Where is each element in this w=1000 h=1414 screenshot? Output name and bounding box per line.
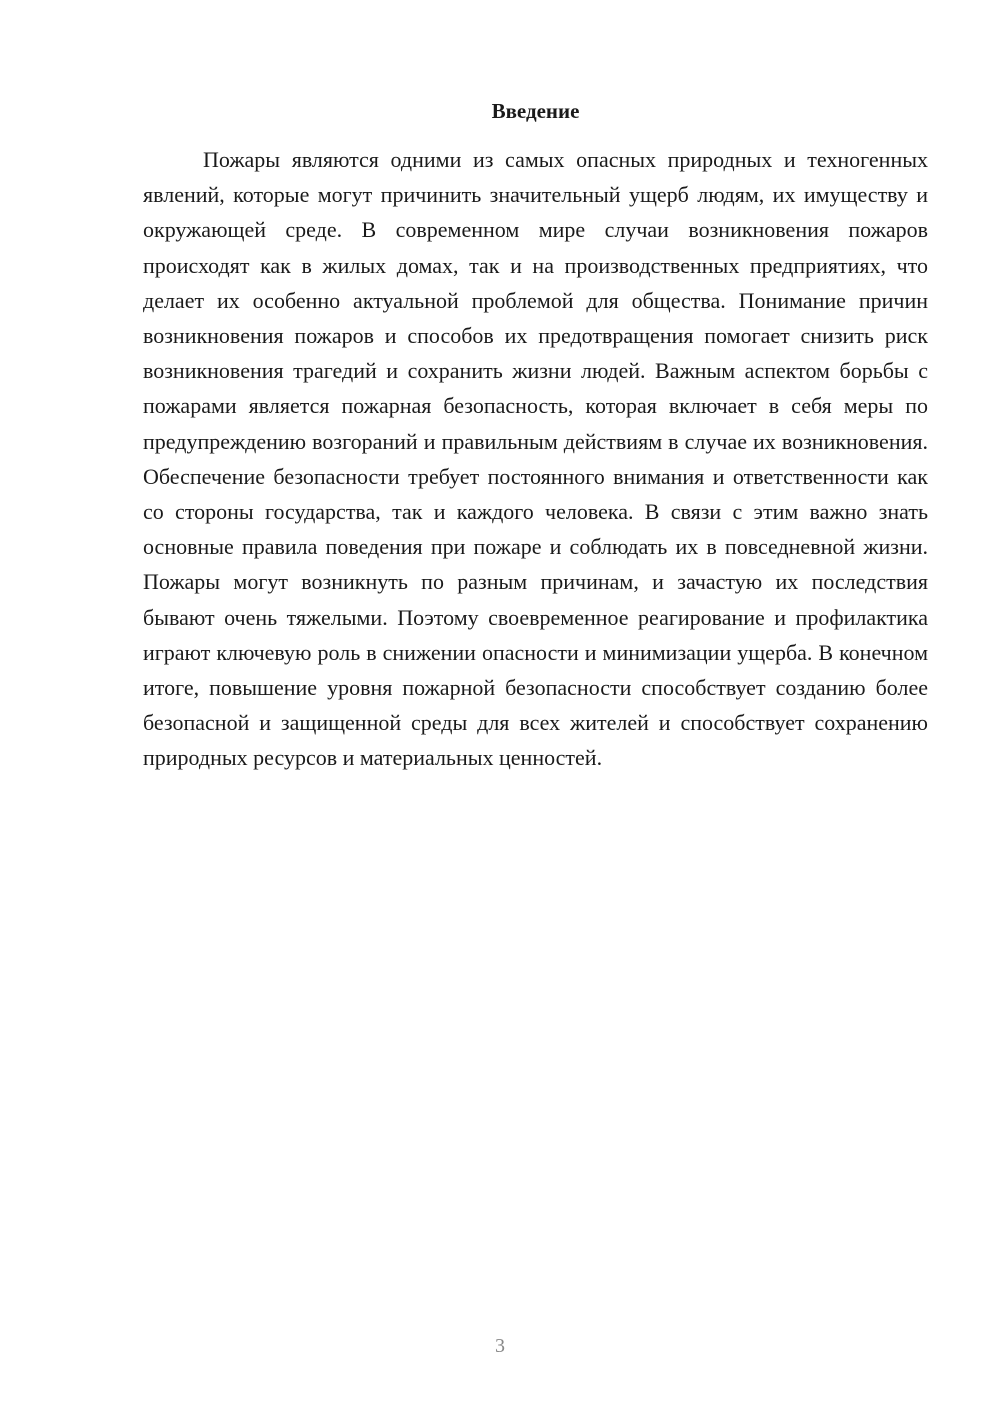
section-heading: Введение [491, 99, 580, 123]
page-number: 3 [495, 1335, 505, 1357]
body-paragraph: Пожары являются одними из самых опасных природных и техногенных явлений, которые могут причинить значительный ущерб людям, их имуществу и окружающей среде. В современном мире случаи возникновения пожаров происходят как в жилых домах, так и на производственных предприятиях, что делает их особенно актуальной проблемой для общества. Понимание причин возникновения пожаров и способов их предотвращения помогает снизить риск возникновения трагедий и сохранить жизни людей. Важным аспектом борьбы с пожарами является пожарная безопасность, которая включает в себя меры по предупреждению возгораний и правильным действиям в случае их возникновения. Обеспечение безопасности требует постоянного внимания и ответственности как со стороны государства, так и каждого человека. В связи с этим важно знать основные правила поведения при пожаре и соблюдать их в повседневной жизни. Пожары могут возникнуть по разным причинам, и зачастую их последствия бывают очень тяжелыми. Поэтому своевременное реагирование и профилактика играют ключевую роль в снижении опасности и минимизации ущерба. В конечном итоге, повышение уровня пожарной безопасности способствует созданию более безопасной и защищенной среды для всех жителей и способствует сохранению природных ресурсов и материальных ценностей. [143, 147, 928, 771]
